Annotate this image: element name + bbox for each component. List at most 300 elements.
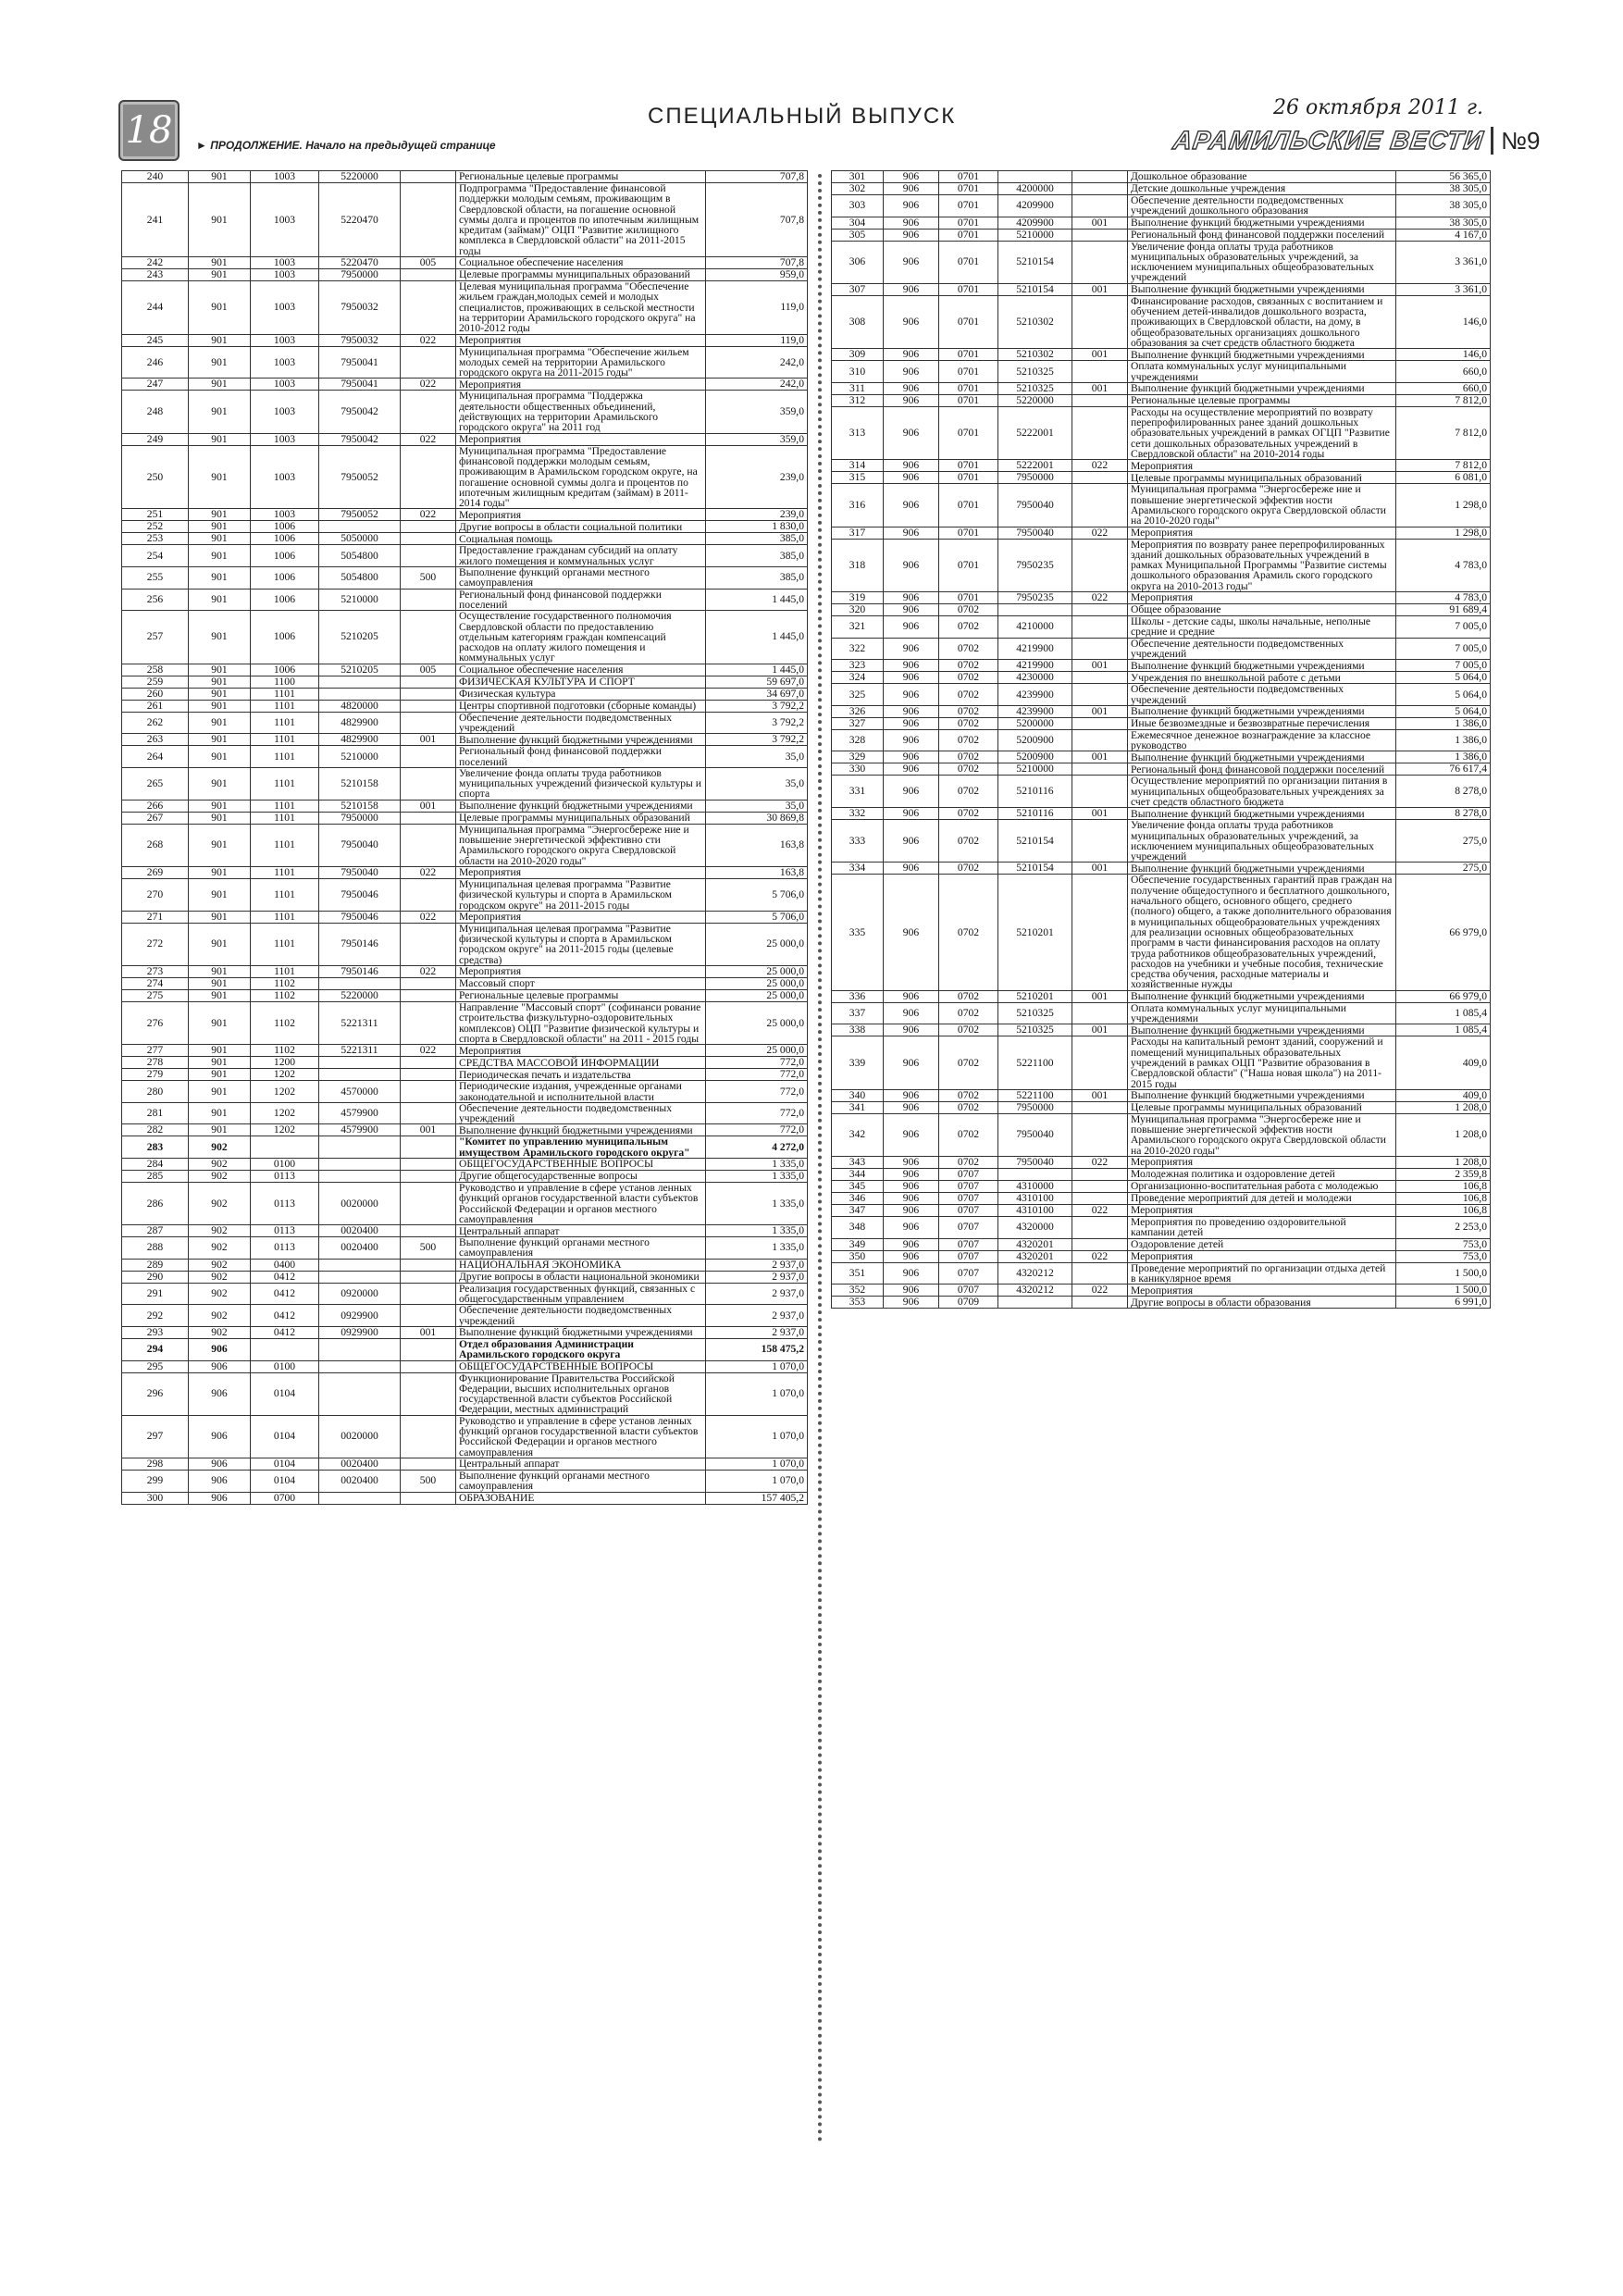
item-name: Реализация государственных функций, связанных с общегосударственным управлением <box>456 1283 706 1305</box>
amount: 1 298,0 <box>1396 527 1491 539</box>
section-code: 1003 <box>251 171 319 183</box>
table-row <box>832 1285 1491 1297</box>
admin-code: 901 <box>189 866 251 878</box>
amount: 146,0 <box>1396 349 1491 361</box>
table-row <box>122 611 808 664</box>
section-code: 0700 <box>251 1492 319 1504</box>
expense-type-code <box>401 1002 456 1045</box>
admin-code: 902 <box>189 1136 251 1159</box>
section-code: 1101 <box>251 800 319 812</box>
target-code: 4310100 <box>998 1193 1072 1205</box>
expense-type-code <box>401 391 456 433</box>
item-name: Мероприятия <box>1128 460 1396 472</box>
item-name: Целевые программы муниципальных образований <box>1128 1101 1396 1113</box>
item-name: Обеспечение деятельности подведомственных учреждений <box>1128 684 1396 706</box>
target-code: 4579900 <box>319 1124 401 1136</box>
amount: 1 445,0 <box>706 664 808 676</box>
section-code: 0701 <box>939 406 998 459</box>
expense-type-code: 500 <box>401 567 456 590</box>
item-name: Руководство и управление в сфере установ ленных функций органов государственной власти субъектов Российской Федерации и органов местного самоуправления <box>456 1183 706 1225</box>
item-name: Центральный аппарат <box>456 1458 706 1470</box>
admin-code: 906 <box>189 1360 251 1372</box>
amount: 1 070,0 <box>706 1360 808 1372</box>
budget-table-right <box>831 170 1491 1309</box>
target-code: 7950042 <box>319 433 401 445</box>
admin-code: 901 <box>189 171 251 183</box>
expense-type-code <box>401 1225 456 1237</box>
expense-type-code <box>401 1069 456 1081</box>
admin-code: 906 <box>884 863 939 875</box>
amount: 5 706,0 <box>706 911 808 923</box>
expense-type-code: 500 <box>401 1237 456 1260</box>
expense-type-code <box>1072 361 1128 383</box>
section-code: 1101 <box>251 923 319 965</box>
section-code: 1101 <box>251 866 319 878</box>
admin-code: 901 <box>189 712 251 734</box>
item-name: Выполнение функций органами местного самоуправления <box>456 1470 706 1492</box>
expense-type-code <box>1072 1238 1128 1250</box>
target-code <box>319 676 401 688</box>
section-code: 1003 <box>251 379 319 391</box>
table-row <box>832 776 1491 808</box>
row-number: 324 <box>832 672 884 684</box>
target-code: 7950000 <box>319 269 401 281</box>
amount: 163,8 <box>706 866 808 878</box>
table-row <box>122 533 808 545</box>
target-code: 5220470 <box>319 257 401 269</box>
section-code: 0104 <box>251 1415 319 1458</box>
expense-type-code: 005 <box>401 664 456 676</box>
row-number: 309 <box>832 349 884 361</box>
target-code: 7950040 <box>998 1157 1072 1169</box>
target-code: 5221311 <box>319 1002 401 1045</box>
item-name: Муниципальная программа "Поддержка деятельности общественных объединений, действующих на территории Арамильского городского округа" на 2011 год <box>456 391 706 433</box>
expense-type-code <box>1072 1169 1128 1181</box>
row-number: 259 <box>122 676 189 688</box>
amount: 5 064,0 <box>1396 705 1491 717</box>
admin-code: 906 <box>884 1297 939 1309</box>
target-code: 4209900 <box>998 195 1072 217</box>
item-name: Обеспечение деятельности подведомственных учреждений <box>456 1305 706 1327</box>
table-row <box>832 1250 1491 1262</box>
table-row <box>122 812 808 824</box>
section-code: 0702 <box>939 729 998 751</box>
target-code <box>319 1069 401 1081</box>
amount: 1 070,0 <box>706 1470 808 1492</box>
row-number: 321 <box>832 616 884 639</box>
target-code: 4829900 <box>319 734 401 746</box>
row-number: 241 <box>122 183 189 257</box>
section-code: 1006 <box>251 533 319 545</box>
target-code: 4579900 <box>319 1102 401 1124</box>
row-number: 258 <box>122 664 189 676</box>
amount: 2 253,0 <box>1396 1217 1491 1239</box>
expense-type-code <box>401 611 456 664</box>
admin-code: 901 <box>189 664 251 676</box>
item-name: Выполнение функций бюджетными учреждениями <box>1128 863 1396 875</box>
row-number: 346 <box>832 1193 884 1205</box>
table-row <box>832 394 1491 406</box>
expense-type-code: 022 <box>401 379 456 391</box>
section-code: 0701 <box>939 361 998 383</box>
admin-code: 901 <box>189 688 251 700</box>
item-name: Муниципальная программа "Энергосбереже ние и повышение энергетической эффектив ности Арамильского городского округа Свердловской области на 2010-2020 годы" <box>1128 484 1396 527</box>
expense-type-code <box>1072 1002 1128 1024</box>
target-code: 7950040 <box>319 824 401 866</box>
target-code: 4320212 <box>998 1285 1072 1297</box>
admin-code: 906 <box>884 592 939 604</box>
amount: 3 792,2 <box>706 700 808 712</box>
section-code: 0702 <box>939 1101 998 1113</box>
admin-code: 906 <box>189 1372 251 1415</box>
expense-type-code <box>401 824 456 866</box>
table-row <box>122 1283 808 1305</box>
item-name: Мероприятия <box>1128 527 1396 539</box>
table-row <box>832 460 1491 472</box>
expense-type-code <box>1072 1217 1128 1239</box>
item-name: Ежемесячное денежное вознаграждение за классное руководство <box>1128 729 1396 751</box>
amount: 753,0 <box>1396 1250 1491 1262</box>
row-number: 306 <box>832 241 884 283</box>
table-row <box>832 1101 1491 1113</box>
target-code: 5210205 <box>319 664 401 676</box>
row-number: 243 <box>122 269 189 281</box>
section-code: 0702 <box>939 638 998 660</box>
admin-code: 906 <box>189 1492 251 1504</box>
section-code: 1003 <box>251 334 319 346</box>
row-number: 280 <box>122 1081 189 1103</box>
expense-type-code: 001 <box>401 800 456 812</box>
item-name: Мероприятия <box>456 509 706 521</box>
amount: 1 830,0 <box>706 521 808 533</box>
target-code: 0020400 <box>319 1470 401 1492</box>
row-number: 248 <box>122 391 189 433</box>
table-row <box>122 391 808 433</box>
admin-code: 901 <box>189 800 251 812</box>
target-code: 5220000 <box>319 171 401 183</box>
amount: 1 085,4 <box>1396 1024 1491 1036</box>
table-row <box>832 1169 1491 1181</box>
item-name: Региональный фонд финансовой поддержки поселений <box>456 746 706 768</box>
amount: 707,8 <box>706 257 808 269</box>
amount: 385,0 <box>706 567 808 590</box>
table-row <box>122 1069 808 1081</box>
expense-type-code: 001 <box>401 1326 456 1338</box>
table-row <box>832 592 1491 604</box>
row-number: 271 <box>122 911 189 923</box>
item-name: Региональный фонд финансовой поддержки поселений <box>1128 229 1396 241</box>
amount: 3 792,2 <box>706 734 808 746</box>
target-code <box>319 1171 401 1183</box>
amount: 1 208,0 <box>1396 1157 1491 1169</box>
expense-type-code <box>1072 1181 1128 1193</box>
table-row <box>832 183 1491 195</box>
admin-code: 906 <box>884 1205 939 1217</box>
target-code: 7950040 <box>319 866 401 878</box>
section-code: 1202 <box>251 1069 319 1081</box>
item-name: Организационно-воспитательная работа с молодежью <box>1128 1181 1396 1193</box>
amount: 2 937,0 <box>706 1283 808 1305</box>
item-name: Выполнение функций бюджетными учреждениями <box>1128 382 1396 394</box>
section-code <box>251 1136 319 1159</box>
row-number: 345 <box>832 1181 884 1193</box>
amount: 7 812,0 <box>1396 394 1491 406</box>
target-code: 5054800 <box>319 567 401 590</box>
amount: 660,0 <box>1396 382 1491 394</box>
admin-code: 901 <box>189 878 251 911</box>
issue-date: 26 октября 2011 г. <box>1273 96 1483 119</box>
section-code: 1003 <box>251 346 319 379</box>
row-number: 303 <box>832 195 884 217</box>
table-row <box>832 1089 1491 1101</box>
amount: 1 335,0 <box>706 1225 808 1237</box>
item-name: Физическая культура <box>456 688 706 700</box>
row-number: 331 <box>832 776 884 808</box>
amount: 660,0 <box>1396 361 1491 383</box>
expense-type-code <box>401 1183 456 1225</box>
section-code: 0702 <box>939 616 998 639</box>
section-code <box>251 1338 319 1360</box>
amount: 25 000,0 <box>706 923 808 965</box>
expense-type-code <box>1072 1193 1128 1205</box>
target-code: 7950235 <box>998 592 1072 604</box>
item-name: Муниципальная программа "Обеспечение жильем молодых семей на территории Арамильского городского округа на 2011-2015 годы" <box>456 346 706 379</box>
item-name: Подпрограмма "Предоставление финансовой поддержки молодым семьям, проживающим в Свердловской области, на погашение основной суммы долга и процентов по ипотечным жилищным кредитам (займам)" ОЦП "Развитие жилищного комплекса в Свердловской области" на 2011-2015 годы <box>456 183 706 257</box>
section-code: 0707 <box>939 1238 998 1250</box>
table-row <box>832 1205 1491 1217</box>
target-code: 7950000 <box>998 1101 1072 1113</box>
item-name: Выполнение функций бюджетными учреждениями <box>456 800 706 812</box>
row-number: 335 <box>832 875 884 990</box>
row-number: 283 <box>122 1136 189 1159</box>
item-name: ОБЩЕГОСУДАРСТВЕННЫЕ ВОПРОСЫ <box>456 1360 706 1372</box>
admin-code: 901 <box>189 1057 251 1069</box>
expense-type-code <box>401 1102 456 1124</box>
expense-type-code <box>1072 406 1128 459</box>
expense-type-code: 022 <box>1072 592 1128 604</box>
section-code: 0702 <box>939 808 998 820</box>
expense-type-code: 001 <box>1072 217 1128 229</box>
amount: 4 783,0 <box>1396 539 1491 591</box>
row-number: 254 <box>122 545 189 567</box>
row-number: 339 <box>832 1036 884 1089</box>
expense-type-code: 022 <box>1072 1157 1128 1169</box>
row-number: 349 <box>832 1238 884 1250</box>
section-code: 0702 <box>939 863 998 875</box>
section-code: 1006 <box>251 611 319 664</box>
expense-type-code <box>401 545 456 567</box>
admin-code: 901 <box>189 257 251 269</box>
admin-code: 901 <box>189 966 251 978</box>
target-code: 7950040 <box>998 484 1072 527</box>
section-code: 1101 <box>251 767 319 800</box>
expense-type-code: 001 <box>401 734 456 746</box>
admin-code: 902 <box>189 1183 251 1225</box>
row-number: 277 <box>122 1045 189 1057</box>
section-code: 1101 <box>251 734 319 746</box>
amount: 359,0 <box>706 433 808 445</box>
section-code: 1101 <box>251 966 319 978</box>
item-name: Осуществление государственного полномочия Свердловской области по предоставлению отдельным категориям граждан компенсаций расходов на оплату жилого помещения и коммунальных услуг <box>456 611 706 664</box>
amount: 35,0 <box>706 767 808 800</box>
table-row <box>832 1238 1491 1250</box>
row-number: 247 <box>122 379 189 391</box>
row-number: 304 <box>832 217 884 229</box>
section-code: 0707 <box>939 1262 998 1285</box>
target-code: 0920000 <box>319 1283 401 1305</box>
section-code: 0701 <box>939 171 998 183</box>
section-code: 1200 <box>251 1057 319 1069</box>
item-name: Осуществление мероприятий по организации питания в муниципальных общеобразовательных учреждениях за счет средств областного бюджета <box>1128 776 1396 808</box>
expense-type-code: 005 <box>401 257 456 269</box>
expense-type-code: 001 <box>1072 863 1128 875</box>
section-code: 0702 <box>939 684 998 706</box>
expense-type-code: 001 <box>1072 1024 1128 1036</box>
amount: 35,0 <box>706 746 808 768</box>
amount: 239,0 <box>706 509 808 521</box>
amount: 2 359,8 <box>1396 1169 1491 1181</box>
item-name: Руководство и управление в сфере установ ленных функций органов государственной власти субъектов Российской Федерации и органов местного самоуправления <box>456 1415 706 1458</box>
table-row <box>832 295 1491 348</box>
item-name: Направление "Массовый спорт" (софинанси рование строительства физкультурно-оздоровительных комплексов) ОЦП "Развитие физической культуры и спорта в Свердловской области" на 2011 - 2015 годы <box>456 1002 706 1045</box>
expense-type-code <box>1072 1297 1128 1309</box>
expense-type-code <box>401 1372 456 1415</box>
table-row <box>832 283 1491 295</box>
row-number: 332 <box>832 808 884 820</box>
expense-type-code <box>401 1360 456 1372</box>
amount: 772,0 <box>706 1102 808 1124</box>
section-code: 0707 <box>939 1169 998 1181</box>
item-name: Выполнение функций органами местного самоуправления <box>456 567 706 590</box>
row-number: 242 <box>122 257 189 269</box>
item-name: Другие вопросы в области национальной экономики <box>456 1271 706 1283</box>
expense-type-code <box>401 1415 456 1458</box>
amount: 1 335,0 <box>706 1237 808 1260</box>
expense-type-code <box>401 990 456 1002</box>
section-code: 1006 <box>251 664 319 676</box>
section-code: 0701 <box>939 349 998 361</box>
section-code: 0701 <box>939 229 998 241</box>
row-number: 257 <box>122 611 189 664</box>
admin-code: 902 <box>189 1271 251 1283</box>
item-name: Финансирование расходов, связанных с воспитанием и обучением детей-инвалидов дошкольного возраста, проживающих в Свердловской области, на дому, в общеобразовательных организациях дошкольного образования за счет средств областного бюджета <box>1128 295 1396 348</box>
row-number: 326 <box>832 705 884 717</box>
row-number: 347 <box>832 1205 884 1217</box>
target-code: 5210325 <box>998 382 1072 394</box>
target-code: 4320000 <box>998 1217 1072 1239</box>
admin-code: 906 <box>884 229 939 241</box>
admin-code: 906 <box>884 217 939 229</box>
expense-type-code: 001 <box>1072 349 1128 361</box>
section-code: 1003 <box>251 433 319 445</box>
row-number: 288 <box>122 1237 189 1260</box>
target-code: 5210325 <box>998 1024 1072 1036</box>
section-code: 0702 <box>939 1036 998 1089</box>
item-name: Выполнение функций бюджетными учреждениями <box>456 1124 706 1136</box>
section-code: 1102 <box>251 1045 319 1057</box>
left-column <box>121 170 807 1505</box>
amount: 1 085,4 <box>1396 1002 1491 1024</box>
admin-code: 901 <box>189 1069 251 1081</box>
expense-type-code <box>401 1136 456 1159</box>
admin-code: 906 <box>884 527 939 539</box>
table-row <box>122 1415 808 1458</box>
table-row <box>122 1372 808 1415</box>
continuation-note: ► ПРОДОЛЖЕНИЕ. Начало на предыдущей странице <box>196 139 496 152</box>
table-row <box>122 700 808 712</box>
amount: 1 386,0 <box>1396 729 1491 751</box>
target-code <box>998 604 1072 616</box>
table-row <box>122 1002 808 1045</box>
table-row <box>832 484 1491 527</box>
amount: 1 335,0 <box>706 1183 808 1225</box>
amount: 772,0 <box>706 1057 808 1069</box>
target-code <box>319 1360 401 1372</box>
expense-type-code <box>1072 616 1128 639</box>
item-name: Муниципальная программа "Энергосбереже ние и повышение энергетической эффективно сти Арамильского городского округа Свердловской области на 2010-2020 годы" <box>456 824 706 866</box>
item-name: Выполнение функций бюджетными учреждениями <box>1128 751 1396 763</box>
table-row <box>122 676 808 688</box>
item-name: Социальная помощь <box>456 533 706 545</box>
section-code: 0701 <box>939 527 998 539</box>
table-row <box>122 1183 808 1225</box>
amount: 59 697,0 <box>706 676 808 688</box>
expense-type-code <box>401 1259 456 1271</box>
table-row <box>122 923 808 965</box>
amount: 1 445,0 <box>706 611 808 664</box>
amount: 1 070,0 <box>706 1415 808 1458</box>
amount: 56 365,0 <box>1396 171 1491 183</box>
section-code: 0707 <box>939 1181 998 1193</box>
target-code: 7950000 <box>998 472 1072 484</box>
table-row <box>832 195 1491 217</box>
admin-code: 906 <box>884 394 939 406</box>
table-row <box>832 672 1491 684</box>
row-number: 325 <box>832 684 884 706</box>
item-name: ОБЩЕГОСУДАРСТВЕННЫЕ ВОПРОСЫ <box>456 1159 706 1171</box>
admin-code: 906 <box>884 751 939 763</box>
row-number: 268 <box>122 824 189 866</box>
issue-number: №9 <box>1501 126 1541 155</box>
expense-type-code <box>1072 394 1128 406</box>
target-code <box>319 521 401 533</box>
expense-type-code <box>1072 241 1128 283</box>
amount: 2 937,0 <box>706 1259 808 1271</box>
target-code: 4239900 <box>998 684 1072 706</box>
item-name: Мероприятия <box>456 911 706 923</box>
amount: 8 278,0 <box>1396 776 1491 808</box>
item-name: Проведение мероприятий для детей и молодежи <box>1128 1193 1396 1205</box>
row-number: 260 <box>122 688 189 700</box>
table-row <box>832 361 1491 383</box>
section-code: 0701 <box>939 217 998 229</box>
item-name: ФИЗИЧЕСКАЯ КУЛЬТУРА И СПОРТ <box>456 676 706 688</box>
row-number: 246 <box>122 346 189 379</box>
section-code: 0702 <box>939 875 998 990</box>
section-code: 0702 <box>939 660 998 672</box>
section-code: 1003 <box>251 257 319 269</box>
target-code <box>319 1338 401 1360</box>
amount: 106,8 <box>1396 1193 1491 1205</box>
row-number: 275 <box>122 990 189 1002</box>
target-code: 5210000 <box>319 589 401 611</box>
amount: 38 305,0 <box>1396 217 1491 229</box>
row-number: 353 <box>832 1297 884 1309</box>
amount: 25 000,0 <box>706 1045 808 1057</box>
table-row <box>122 767 808 800</box>
section-code: 0702 <box>939 751 998 763</box>
item-name: Иные безвозмездные и безвозвратные перечисления <box>1128 717 1396 729</box>
